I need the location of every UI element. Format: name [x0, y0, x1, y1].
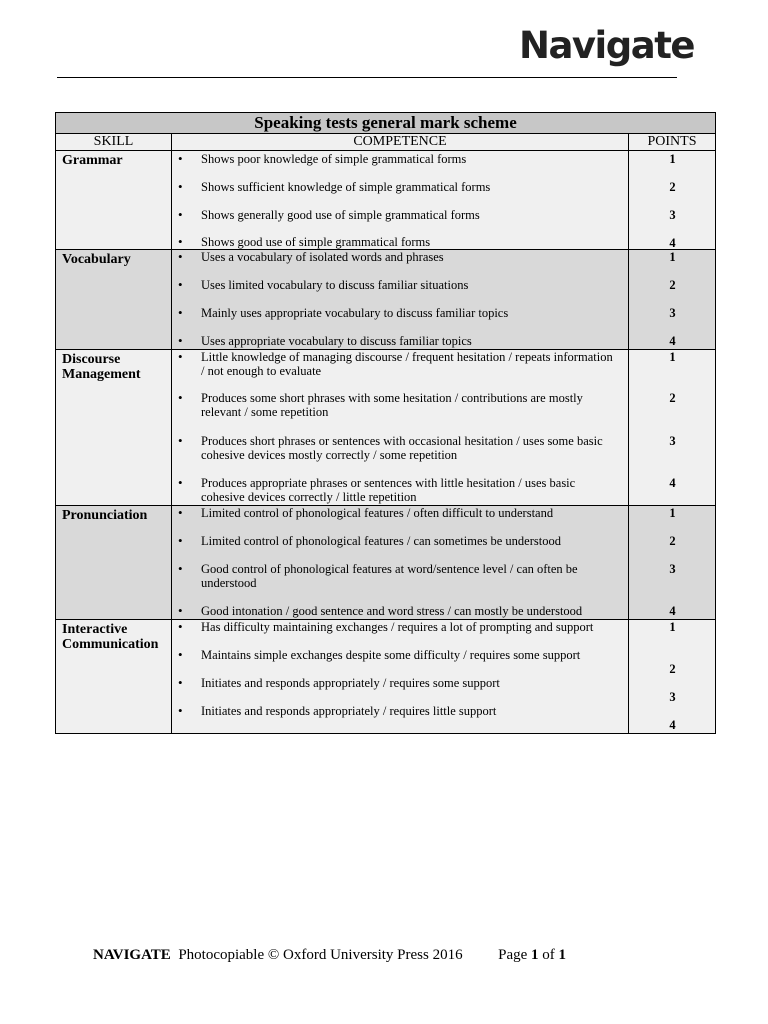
points-value: 3 [669, 306, 676, 320]
bullet-icon: • [178, 647, 183, 662]
footer-page-label: Page [498, 947, 528, 963]
points-cell [629, 620, 715, 733]
competence-item: • Shows poor knowledge of simple grammatical forms [178, 151, 467, 166]
points-cell [629, 250, 715, 349]
points-value: 3 [669, 434, 676, 448]
points-value: 2 [669, 662, 676, 676]
competence-cell [172, 250, 629, 349]
bullet-icon: • [178, 533, 183, 548]
points-value: 2 [669, 534, 676, 548]
section-interactive-communication [56, 620, 715, 733]
header-skill: SKILL [56, 134, 172, 150]
bullet-icon: • [178, 603, 183, 618]
section-pronunciation [56, 506, 715, 620]
header-points: POINTS [647, 134, 697, 149]
skill-label: Pronunciation [56, 506, 172, 619]
competence-item: • Limited control of phonological features / can sometimes be understood [178, 533, 561, 548]
table-header-row [56, 134, 715, 151]
competence-cell [172, 151, 629, 249]
footer-page-total: 1 [558, 947, 567, 963]
skill-label: Interactive Communication [56, 620, 172, 733]
table-title: Speaking tests general mark scheme [56, 113, 715, 134]
points-value: 3 [669, 208, 676, 222]
points-value: 4 [669, 718, 676, 732]
points-value: 1 [669, 350, 676, 364]
competence-item: • Maintains simple exchanges despite some difficulty / requires some support [178, 647, 581, 662]
points-value: 1 [669, 506, 676, 520]
competence-item: • Uses appropriate vocabulary to discuss familiar topics [178, 333, 472, 348]
section-vocabulary [56, 250, 715, 350]
competence-item: • Uses a vocabulary of isolated words and phrases [178, 249, 444, 264]
bullet-icon: • [178, 675, 183, 690]
competence-item: • Shows good use of simple grammatical forms [178, 234, 431, 249]
points-value: 4 [669, 476, 676, 490]
competence-item: • Shows sufficient knowledge of simple grammatical forms [178, 179, 491, 194]
bullet-icon: • [178, 234, 183, 249]
footer-of-label: of [542, 947, 555, 963]
points-value: 2 [669, 391, 676, 405]
competence-item: • Mainly uses appropriate vocabulary to discuss familiar topics [178, 305, 509, 320]
competence-item: • Little knowledge of managing discourse / frequent hesitation / repeats information / not enough to evaluate [178, 349, 613, 378]
bullet-icon: • [178, 433, 183, 448]
bullet-icon: • [178, 505, 183, 520]
page-footer [93, 946, 566, 964]
bullet-icon: • [178, 703, 183, 718]
points-value: 4 [669, 236, 676, 250]
competence-item: • Good intonation / good sentence and word stress / can mostly be understood [178, 603, 583, 618]
footer-copyright: Photocopiable © Oxford University Press 2016 [178, 947, 463, 963]
competence-item: • Limited control of phonological features / often difficult to understand [178, 505, 554, 520]
navigate-logo: Navigate [519, 24, 694, 67]
bullet-icon: • [178, 249, 183, 264]
bullet-icon: • [178, 561, 183, 576]
points-value: 2 [669, 180, 676, 194]
mark-scheme-table [55, 112, 716, 734]
section-grammar [56, 151, 715, 250]
points-value: 1 [669, 152, 676, 166]
skill-label: Vocabulary [56, 250, 172, 349]
points-value: 3 [669, 562, 676, 576]
competence-item: • Initiates and responds appropriately / requires little support [178, 703, 497, 718]
competence-cell [172, 620, 629, 733]
points-value: 4 [669, 334, 676, 348]
points-value: 2 [669, 278, 676, 292]
competence-cell [172, 506, 629, 619]
bullet-icon: • [178, 179, 183, 194]
competence-item: • Initiates and responds appropriately / requires some support [178, 675, 500, 690]
competence-item: • Uses limited vocabulary to discuss familiar situations [178, 277, 469, 292]
bullet-icon: • [178, 619, 183, 634]
competence-item: • Produces some short phrases with some hesitation / contributions are mostly relevant / some repetition [178, 390, 583, 419]
bullet-icon: • [178, 277, 183, 292]
skill-label: Grammar [56, 151, 172, 249]
footer-brand: NAVIGATE [93, 947, 171, 963]
bullet-icon: • [178, 305, 183, 320]
competence-item: • Produces appropriate phrases or sentences with little hesitation / uses basic cohesive devices correctly / little repetition [178, 475, 576, 504]
bullet-icon: • [178, 349, 183, 364]
bullet-icon: • [178, 151, 183, 166]
header-competence: COMPETENCE [172, 134, 629, 150]
footer-page-number: 1 [531, 947, 539, 963]
points-value: 3 [669, 690, 676, 704]
points-cell [629, 350, 715, 505]
bullet-icon: • [178, 333, 183, 348]
competence-item: • Shows generally good use of simple grammatical forms [178, 207, 480, 222]
points-cell [629, 151, 715, 249]
skill-label: Discourse Management [56, 350, 172, 505]
points-cell [629, 506, 715, 619]
points-value: 1 [669, 620, 676, 634]
points-value: 4 [669, 604, 676, 618]
competence-item: • Good control of phonological features at word/sentence level / can often be understood [178, 561, 578, 590]
section-discourse-management [56, 350, 715, 506]
competence-item: • Produces short phrases or sentences with occasional hesitation / uses some basic cohesive devices mostly correctly / some repetition [178, 433, 603, 462]
header-divider [57, 77, 677, 78]
bullet-icon: • [178, 475, 183, 490]
competence-item: • Has difficulty maintaining exchanges / requires a lot of prompting and support [178, 619, 594, 634]
bullet-icon: • [178, 207, 183, 222]
bullet-icon: • [178, 390, 183, 405]
points-value: 1 [669, 250, 676, 264]
competence-cell [172, 350, 629, 505]
